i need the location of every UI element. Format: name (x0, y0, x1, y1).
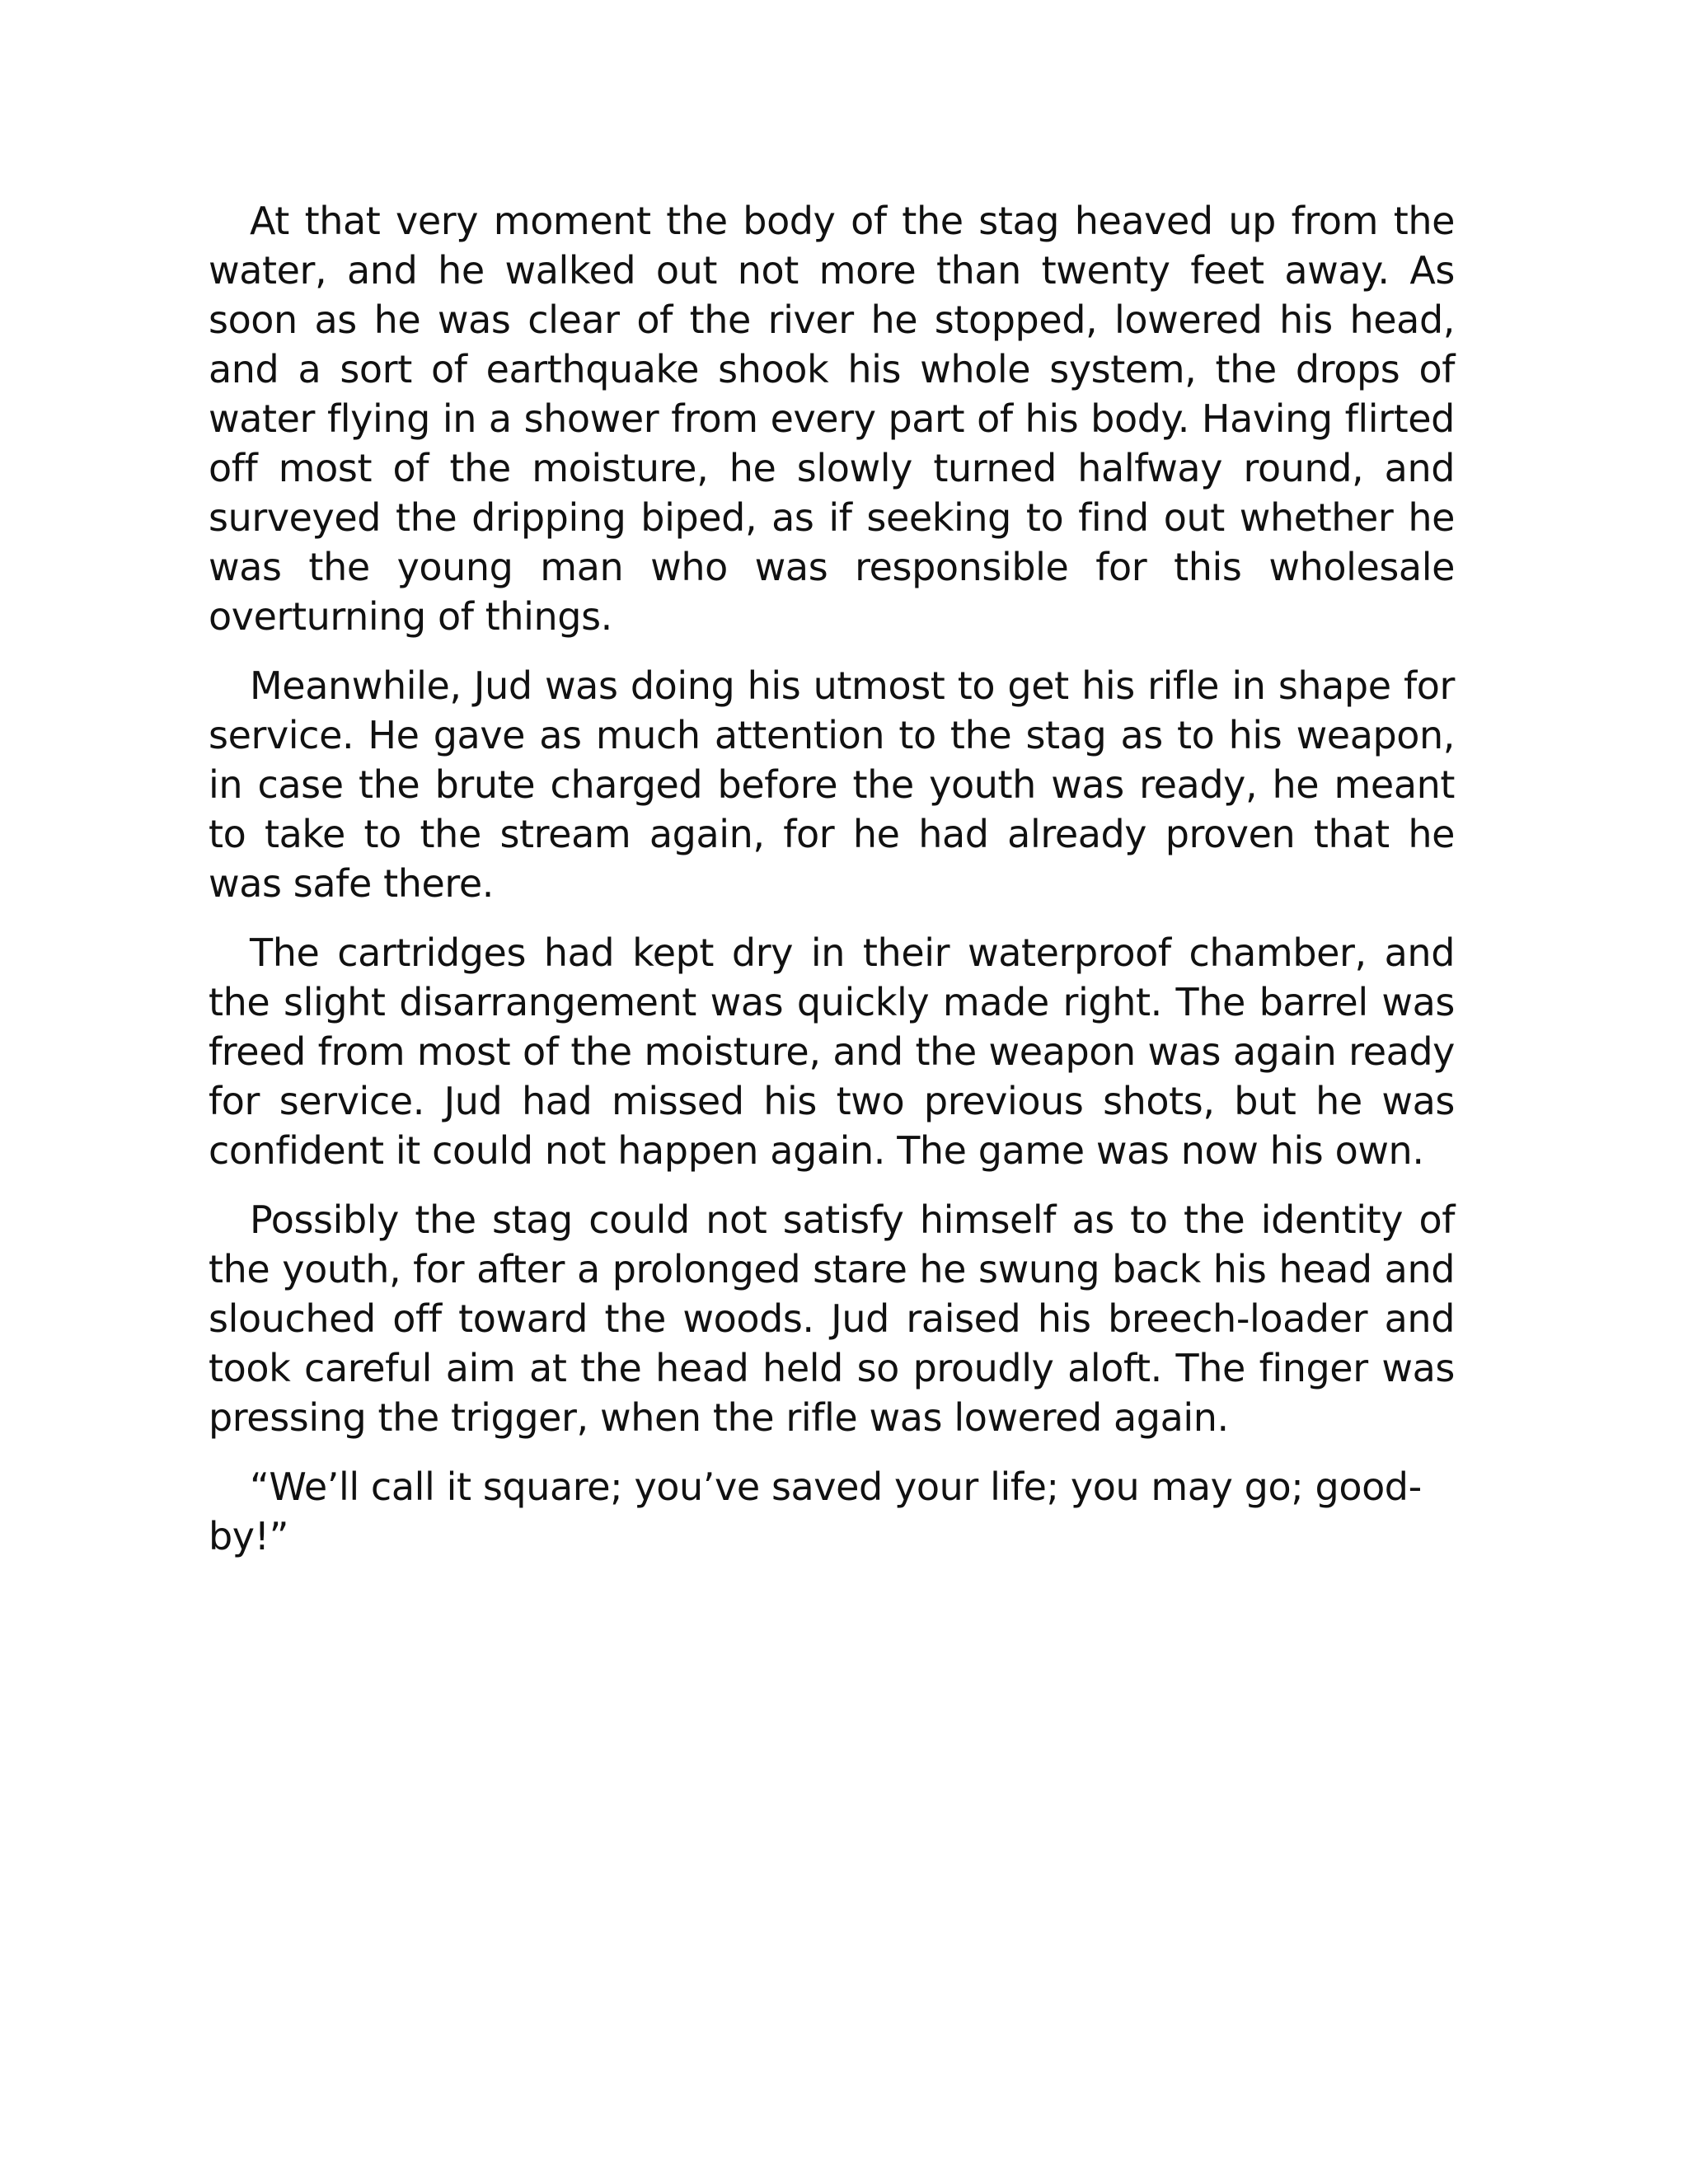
paragraph-4: Possibly the stag could not satisfy himself as to the identity of the youth, for after a prolonged stare he swung back his head and slouched off toward the woods. Jud raised his breech-loader and took careful aim at the head held so proudly aloft. The finger was pressing the trigger, when the rifle was lowered again. (209, 1197, 1455, 1440)
paragraph-2: Meanwhile, Jud was doing his utmost to get his rifle in shape for service. He gave as much attention to the stag as to his weapon, in case the brute charged before the youth was ready, he meant to take to the stream again, for he had already proven that he was safe there. (209, 663, 1455, 906)
paragraph-3: The cartridges had kept dry in their waterproof chamber, and the slight disarrangement was quickly made right. The barrel was freed from most of the moisture, and the weapon was again ready for service. Jud had missed his two previous shots, but he was confident it could not happen again. The game was now his own. (209, 930, 1455, 1173)
page-body (209, 196, 1455, 1581)
paragraph-5-quote: “We’ll call it square; you’ve saved your life; you may go; good-by!” (209, 1465, 1422, 1558)
paragraph-1: At that very moment the body of the stag heaved up from the water, and he walked out not more than twenty feet away. As soon as he was clear of the river he stopped, lowered his head, and a sort of earthquake shook his whole system, the drops of water flying in a shower from every part of his body. Having flirted off most of the moisture, he slowly turned halfway round, and surveyed the dripping biped, as if seeking to find out whether he was the young man who was responsible for this wholesale overturning of things. (209, 199, 1455, 639)
